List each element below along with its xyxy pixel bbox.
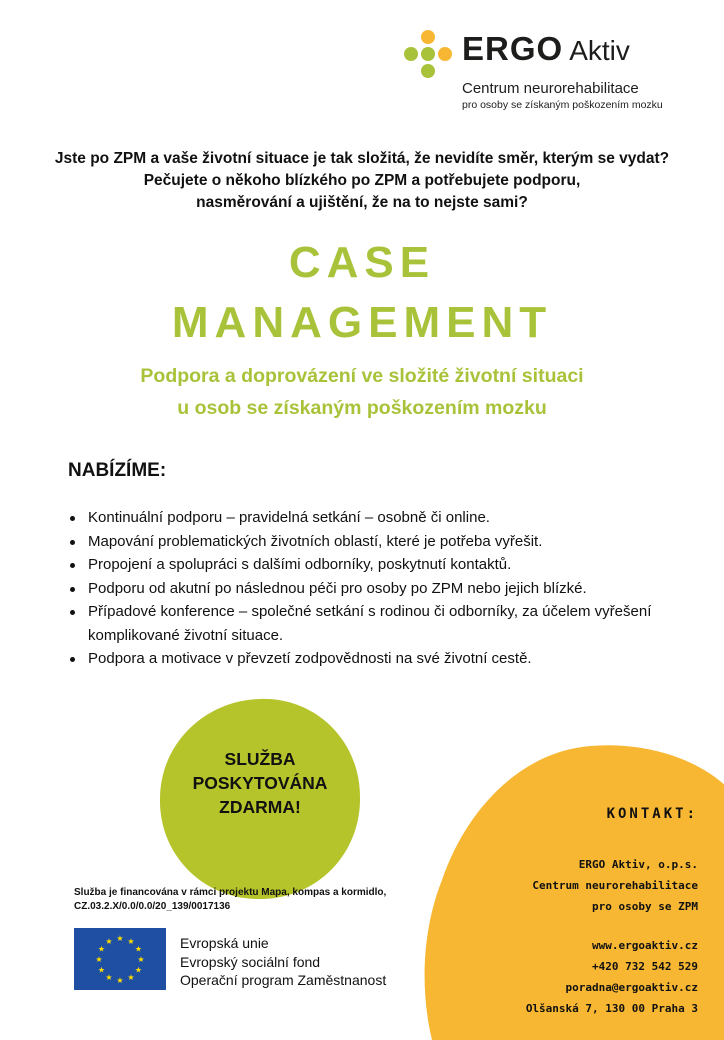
phone-link[interactable]: +420 732 542 529 — [592, 960, 698, 973]
svg-text:★: ★ — [127, 973, 135, 982]
list-item: Případové konference – společné setkání s rodinou či odborníky, za účelem vyřešení komplikované životní situace. — [68, 600, 668, 647]
page-subtitle — [40, 360, 684, 424]
intro-line: Pečujete o někoho blízkého po ZPM a potřebujete podporu, — [143, 172, 581, 189]
subtitle-line: Podpora a doprovázení ve složité životní situaci — [140, 365, 584, 387]
svg-text:★: ★ — [116, 976, 124, 985]
contact-org-line: pro osoby se ZPM — [592, 900, 698, 913]
list-item: Mapování problematických životních oblastí, které je potřeba vyřešit. — [68, 530, 668, 554]
svg-text:★: ★ — [134, 965, 143, 975]
logo-tagline: pro osoby se získaným poškozením mozku — [462, 99, 663, 111]
address: Olšanská 7, 130 00 Praha 3 — [525, 1002, 698, 1015]
subtitle-line: u osob se získaným poškozením mozku — [177, 397, 547, 419]
esf-label: Evropský sociální fond — [180, 953, 321, 970]
svg-text:★: ★ — [97, 965, 106, 975]
eu-union-label: Evropská unie — [180, 935, 269, 951]
svg-text:★: ★ — [134, 944, 143, 954]
page-title-line2: MANAGEMENT — [171, 298, 553, 347]
contact-org-name: ERGO Aktiv, o.p.s. — [578, 858, 698, 871]
offer-heading: NABÍZÍME: — [68, 460, 167, 481]
funding-note — [74, 886, 386, 914]
website-link[interactable]: www.ergoaktiv.cz — [592, 939, 698, 952]
badge-line: SLUŽBA — [224, 749, 296, 769]
logo-name: ERGO Aktiv — [462, 30, 630, 67]
offer-list — [68, 506, 668, 671]
logo-dots-icon — [404, 30, 452, 78]
intro-line: nasměrování a ujištění, že na to nejste sami? — [196, 194, 528, 211]
email-link[interactable]: poradna@ergoaktiv.cz — [565, 981, 698, 994]
op-label: Operační program Zaměstnanost — [180, 972, 387, 988]
contact-heading: KONTAKT: — [606, 806, 698, 822]
intro-questions — [40, 148, 684, 214]
intro-line: Jste po ZPM a vaše životní situace je tak složitá, že nevidíte směr, kterým se vydat? — [54, 150, 670, 167]
svg-text:★: ★ — [116, 934, 124, 943]
list-item: Kontinuální podporu – pravidelná setkání – osobně či online. — [68, 506, 668, 530]
eu-flag-icon — [74, 928, 166, 990]
funding-line: Služba je financována v rámci projektu Mapa, kompas a kormidlo, — [74, 887, 387, 898]
badge-line: ZDARMA! — [219, 797, 301, 817]
svg-text:★: ★ — [137, 955, 145, 964]
svg-text:★: ★ — [105, 973, 113, 982]
funding-code: CZ.03.2.X/0.0/0.0/20_139/0017136 — [74, 901, 231, 912]
contact-block — [526, 806, 698, 1019]
badge-line: POSKYTOVÁNA — [192, 773, 328, 793]
svg-text:★: ★ — [95, 955, 103, 964]
svg-text:★: ★ — [127, 937, 135, 946]
list-item: Propojení a spolupráci s dalšími odborníky, poskytnutí kontaktů. — [68, 553, 668, 577]
page-title-line1: CASE — [288, 238, 436, 287]
logo-subtitle: Centrum neurorehabilitace — [462, 80, 639, 97]
svg-text:★: ★ — [97, 944, 106, 954]
eu-funding-labels — [180, 934, 386, 990]
contact-org-line: Centrum neurorehabilitace — [532, 879, 698, 892]
list-item: Podporu od akutní po následnou péči pro osoby po ZPM nebo jejich blízké. — [68, 577, 668, 601]
ergo-aktiv-logo — [404, 28, 704, 118]
free-service-badge — [154, 693, 366, 905]
list-item: Podpora a motivace v převzetí zodpovědnosti na své životní cestě. — [68, 647, 668, 671]
svg-text:★: ★ — [105, 937, 113, 946]
